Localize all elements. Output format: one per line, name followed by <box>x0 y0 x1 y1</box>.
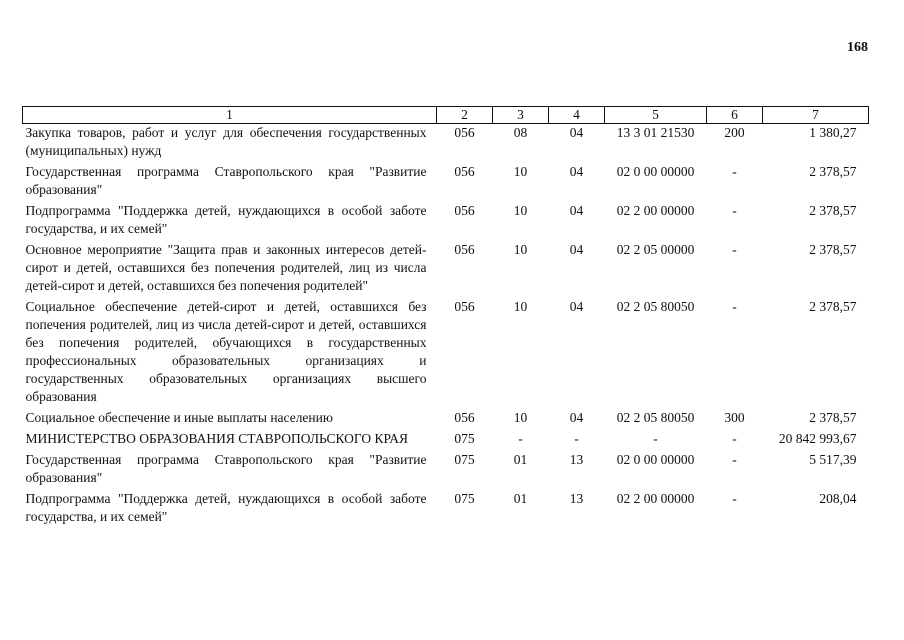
row-expense-type: - <box>732 431 737 446</box>
table-header-row <box>23 107 869 124</box>
row-amount: 208,04 <box>819 491 857 506</box>
table-row <box>23 241 869 298</box>
row-ministry-code: 056 <box>454 125 475 140</box>
row-section: 10 <box>513 299 528 314</box>
row-target-article: 02 2 05 00000 <box>616 242 695 257</box>
row-name: Государственная программа Ставропольского края "Развитие образования" <box>25 452 427 485</box>
row-target-article: 02 2 05 80050 <box>616 410 695 425</box>
row-subsection: 04 <box>569 410 584 425</box>
row-target-article: 02 0 00 00000 <box>616 452 695 467</box>
row-subsection: 04 <box>569 299 584 314</box>
row-target-article: 02 2 00 00000 <box>616 203 695 218</box>
row-section: 10 <box>513 410 528 425</box>
row-subsection: 13 <box>569 491 584 506</box>
table-row <box>23 124 869 164</box>
header-col-2: 2 <box>437 107 493 124</box>
row-ministry-code: 056 <box>454 164 475 179</box>
row-name: МИНИСТЕРСТВО ОБРАЗОВАНИЯ СТАВРОПОЛЬСКОГО КРАЯ <box>25 431 408 446</box>
row-section: 10 <box>513 242 528 257</box>
table-row <box>23 430 869 451</box>
header-col-5: 5 <box>605 107 707 124</box>
row-expense-type: 200 <box>724 125 745 140</box>
row-ministry-code: 075 <box>454 491 475 506</box>
table-row <box>23 298 869 409</box>
row-section: 01 <box>513 491 528 506</box>
row-ministry-code: 056 <box>454 299 475 314</box>
row-amount: 5 517,39 <box>809 452 857 467</box>
row-ministry-code: 075 <box>454 431 475 446</box>
row-expense-type: - <box>732 491 737 506</box>
row-ministry-code: 056 <box>454 410 475 425</box>
row-expense-type: - <box>732 203 737 218</box>
row-section: 01 <box>513 452 528 467</box>
row-target-article: 02 2 00 00000 <box>616 491 695 506</box>
table-row <box>23 163 869 202</box>
row-subsection: 04 <box>569 242 584 257</box>
row-amount: 2 378,57 <box>809 410 857 425</box>
row-target-article: 13 3 01 21530 <box>616 125 695 140</box>
row-section: 10 <box>513 203 528 218</box>
row-subsection: 04 <box>569 203 584 218</box>
page-number: 168 <box>847 40 868 55</box>
row-expense-type: - <box>732 164 737 179</box>
row-section: - <box>518 431 523 446</box>
row-ministry-code: 056 <box>454 242 475 257</box>
row-expense-type: - <box>732 299 737 314</box>
row-name: Закупка товаров, работ и услуг для обеспечения государственных (муниципальных) нужд <box>25 125 427 158</box>
row-target-article: 02 2 05 80050 <box>616 299 695 314</box>
row-amount: 2 378,57 <box>809 299 857 314</box>
row-expense-type: - <box>732 452 737 467</box>
row-name: Подпрограмма "Поддержка детей, нуждающихся в особой заботе государства, и их семей" <box>25 491 427 524</box>
row-subsection: - <box>574 431 579 446</box>
row-ministry-code: 056 <box>454 203 475 218</box>
row-amount: 2 378,57 <box>809 164 857 179</box>
header-col-7: 7 <box>763 107 869 124</box>
header-col-1: 1 <box>23 107 437 124</box>
table-row <box>23 409 869 430</box>
row-amount: 20 842 993,67 <box>778 431 857 446</box>
row-amount: 2 378,57 <box>809 242 857 257</box>
header-col-6: 6 <box>707 107 763 124</box>
row-expense-type: - <box>732 242 737 257</box>
budget-table <box>22 106 869 529</box>
row-name: Государственная программа Ставропольского края "Развитие образования" <box>25 164 427 197</box>
row-amount: 1 380,27 <box>809 125 857 140</box>
row-subsection: 04 <box>569 125 584 140</box>
row-name: Подпрограмма "Поддержка детей, нуждающихся в особой заботе государства, и их семей" <box>25 203 427 236</box>
row-target-article: - <box>653 431 658 446</box>
header-col-4: 4 <box>549 107 605 124</box>
header-col-3: 3 <box>493 107 549 124</box>
row-name: Социальное обеспечение и иные выплаты населению <box>25 410 333 425</box>
row-section: 10 <box>513 164 528 179</box>
table-row <box>23 451 869 490</box>
row-section: 08 <box>513 125 528 140</box>
row-name: Социальное обеспечение детей-сирот и детей, оставшихся без попечения родителей, лиц из числа детей-сирот и детей, оставшихся без попечения родителей, обучающихся в государственных профессиональных образовательных организациях и государственных образовательных организациях высшего образования <box>25 299 427 404</box>
table-row <box>23 202 869 241</box>
row-ministry-code: 075 <box>454 452 475 467</box>
row-target-article: 02 0 00 00000 <box>616 164 695 179</box>
row-subsection: 04 <box>569 164 584 179</box>
row-subsection: 13 <box>569 452 584 467</box>
table-row <box>23 490 869 529</box>
row-amount: 2 378,57 <box>809 203 857 218</box>
row-name: Основное мероприятие "Защита прав и законных интересов детей-сирот и детей, оставшихся без попечения родителей, лиц из числа детей-сирот и детей, оставшихся без попечения родителей" <box>25 242 427 293</box>
row-expense-type: 300 <box>724 410 745 425</box>
